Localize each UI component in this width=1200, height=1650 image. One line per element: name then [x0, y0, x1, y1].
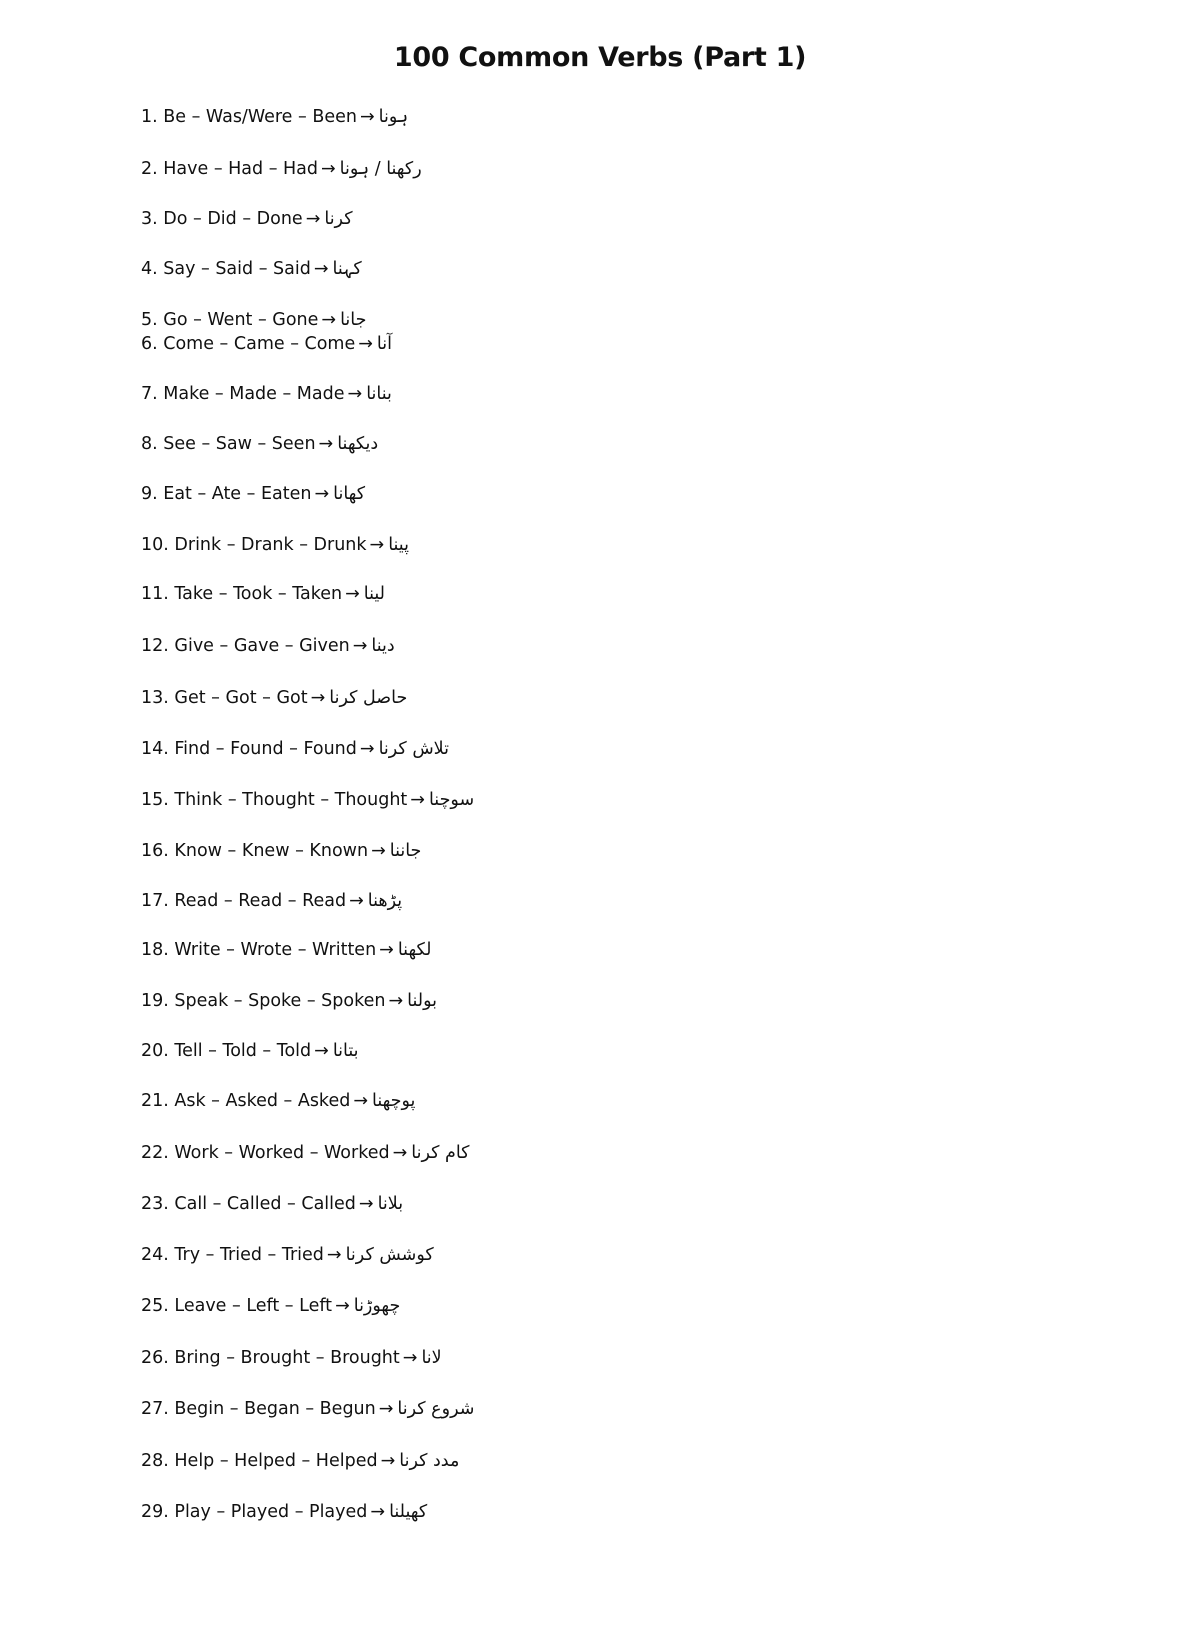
arrow-icon: → — [353, 1091, 368, 1111]
verb-forms: 5. Go – Went – Gone — [141, 310, 319, 330]
verb-item — [141, 1501, 427, 1523]
urdu-meaning: پڑھنا — [367, 891, 403, 911]
verb-forms: 17. Read – Read – Read — [141, 891, 347, 911]
verb-forms: 24. Try – Tried – Tried — [141, 1245, 324, 1265]
verb-forms: 20. Tell – Told – Told — [141, 1041, 312, 1061]
verb-forms: 11. Take – Took – Taken — [141, 584, 343, 604]
verb-item — [141, 534, 409, 556]
verb-forms: 19. Speak – Spoke – Spoken — [141, 991, 386, 1011]
verb-item — [141, 1450, 459, 1472]
urdu-meaning: جاننا — [389, 841, 422, 861]
urdu-meaning: سوچنا — [428, 790, 475, 810]
urdu-meaning: چھوڑنا — [353, 1296, 401, 1316]
verb-forms: 6. Come – Came – Come — [141, 334, 356, 354]
verb-item — [141, 1295, 400, 1317]
verb-forms: 18. Write – Wrote – Written — [141, 940, 377, 960]
arrow-icon: → — [313, 259, 329, 279]
arrow-icon: → — [321, 310, 337, 330]
verb-item — [141, 990, 437, 1012]
verb-forms: 14. Find – Found – Found — [141, 739, 357, 759]
verb-forms: 3. Do – Did – Done — [141, 209, 303, 229]
verb-forms: 2. Have – Had – Had — [141, 159, 318, 179]
urdu-meaning: کھیلنا — [389, 1502, 428, 1522]
arrow-icon: → — [358, 1194, 374, 1214]
verb-item — [141, 383, 392, 405]
verb-forms: 28. Help – Helped – Helped — [141, 1451, 378, 1471]
urdu-meaning: حاصل کرنا — [329, 688, 408, 708]
urdu-meaning: لکھنا — [397, 940, 432, 960]
arrow-icon: → — [318, 434, 334, 454]
verb-forms: 1. Be – Was/Were – Been — [141, 107, 357, 127]
arrow-icon: → — [345, 584, 360, 604]
urdu-meaning: دینا — [371, 636, 395, 656]
verb-item — [141, 687, 407, 709]
verb-item — [141, 890, 402, 912]
arrow-icon: → — [335, 1296, 350, 1316]
arrow-icon: → — [371, 841, 386, 861]
urdu-meaning: شروع کرنا — [397, 1399, 475, 1419]
arrow-icon: → — [326, 1245, 342, 1265]
verb-item — [141, 583, 385, 605]
verb-forms: 29. Play – Played – Played — [141, 1502, 368, 1522]
verb-item — [141, 1244, 434, 1266]
urdu-meaning: بلانا — [377, 1194, 404, 1214]
urdu-meaning: لینا — [363, 584, 385, 604]
verb-forms: 25. Leave – Left – Left — [141, 1296, 333, 1316]
arrow-icon: → — [410, 790, 425, 810]
verb-item — [141, 1347, 442, 1369]
arrow-icon: → — [352, 636, 368, 656]
verb-item — [141, 309, 366, 331]
verb-item — [141, 483, 365, 505]
urdu-meaning: کہنا — [332, 259, 362, 279]
verb-forms: 4. Say – Said – Said — [141, 259, 311, 279]
verb-item — [141, 738, 449, 760]
verb-forms: 22. Work – Worked – Worked — [141, 1143, 390, 1163]
arrow-icon: → — [314, 1041, 329, 1061]
verb-forms: 16. Know – Knew – Known — [141, 841, 369, 861]
urdu-meaning: رکھنا / ہونا — [339, 159, 422, 179]
urdu-meaning: کوشش کرنا — [345, 1245, 434, 1265]
arrow-icon: → — [388, 991, 404, 1011]
verb-forms: 8. See – Saw – Seen — [141, 434, 316, 454]
verb-item — [141, 158, 422, 180]
urdu-meaning: کرنا — [324, 209, 353, 229]
urdu-meaning: بتانا — [332, 1041, 359, 1061]
urdu-meaning: آنا — [376, 334, 392, 354]
arrow-icon: → — [392, 1143, 408, 1163]
verb-item — [141, 1040, 359, 1062]
arrow-icon: → — [359, 107, 375, 127]
verb-forms: 10. Drink – Drank – Drunk — [141, 535, 367, 555]
arrow-icon: → — [358, 334, 373, 354]
verb-item — [141, 1142, 470, 1164]
verb-item — [141, 840, 421, 862]
verb-item — [141, 1193, 403, 1215]
urdu-meaning: دیکھنا — [337, 434, 379, 454]
verb-item — [141, 939, 432, 961]
urdu-meaning: کھانا — [333, 484, 366, 504]
arrow-icon: → — [369, 535, 385, 555]
verb-forms: 12. Give – Gave – Given — [141, 636, 350, 656]
urdu-meaning: ہونا — [378, 107, 409, 127]
arrow-icon: → — [378, 1399, 394, 1419]
arrow-icon: → — [347, 384, 363, 404]
verb-forms: 15. Think – Thought – Thought — [141, 790, 408, 810]
verb-item — [141, 789, 474, 811]
verb-forms: 7. Make – Made – Made — [141, 384, 345, 404]
arrow-icon: → — [314, 484, 330, 504]
urdu-meaning: لانا — [421, 1348, 442, 1368]
verb-item — [141, 333, 392, 355]
verb-item — [141, 208, 353, 230]
urdu-meaning: پینا — [388, 535, 409, 555]
arrow-icon: → — [380, 1451, 396, 1471]
urdu-meaning: پوچھنا — [372, 1091, 416, 1111]
verb-forms: 13. Get – Got – Got — [141, 688, 308, 708]
arrow-icon: → — [402, 1348, 418, 1368]
verb-item — [141, 106, 408, 128]
verb-item — [141, 433, 378, 455]
urdu-meaning: جانا — [340, 310, 367, 330]
urdu-meaning: تلاش کرنا — [378, 739, 449, 759]
arrow-icon: → — [349, 891, 364, 911]
verb-forms: 26. Bring – Brought – Brought — [141, 1348, 400, 1368]
verb-forms: 23. Call – Called – Called — [141, 1194, 356, 1214]
verb-item — [141, 258, 362, 280]
verb-forms: 9. Eat – Ate – Eaten — [141, 484, 312, 504]
arrow-icon: → — [310, 688, 326, 708]
page-title: 100 Common Verbs (Part 1) — [393, 42, 807, 73]
urdu-meaning: بنانا — [366, 384, 392, 404]
urdu-meaning: مدد کرنا — [399, 1451, 460, 1471]
urdu-meaning: بولنا — [407, 991, 438, 1011]
urdu-meaning: کام کرنا — [411, 1143, 470, 1163]
verb-item — [141, 635, 395, 657]
verb-item — [141, 1090, 415, 1112]
verb-forms: 27. Begin – Began – Begun — [141, 1399, 376, 1419]
arrow-icon: → — [370, 1502, 386, 1522]
arrow-icon: → — [379, 940, 394, 960]
arrow-icon: → — [305, 209, 321, 229]
verb-forms: 21. Ask – Asked – Asked — [141, 1091, 351, 1111]
verb-item — [141, 1398, 474, 1420]
arrow-icon: → — [321, 159, 336, 179]
arrow-icon: → — [359, 739, 375, 759]
